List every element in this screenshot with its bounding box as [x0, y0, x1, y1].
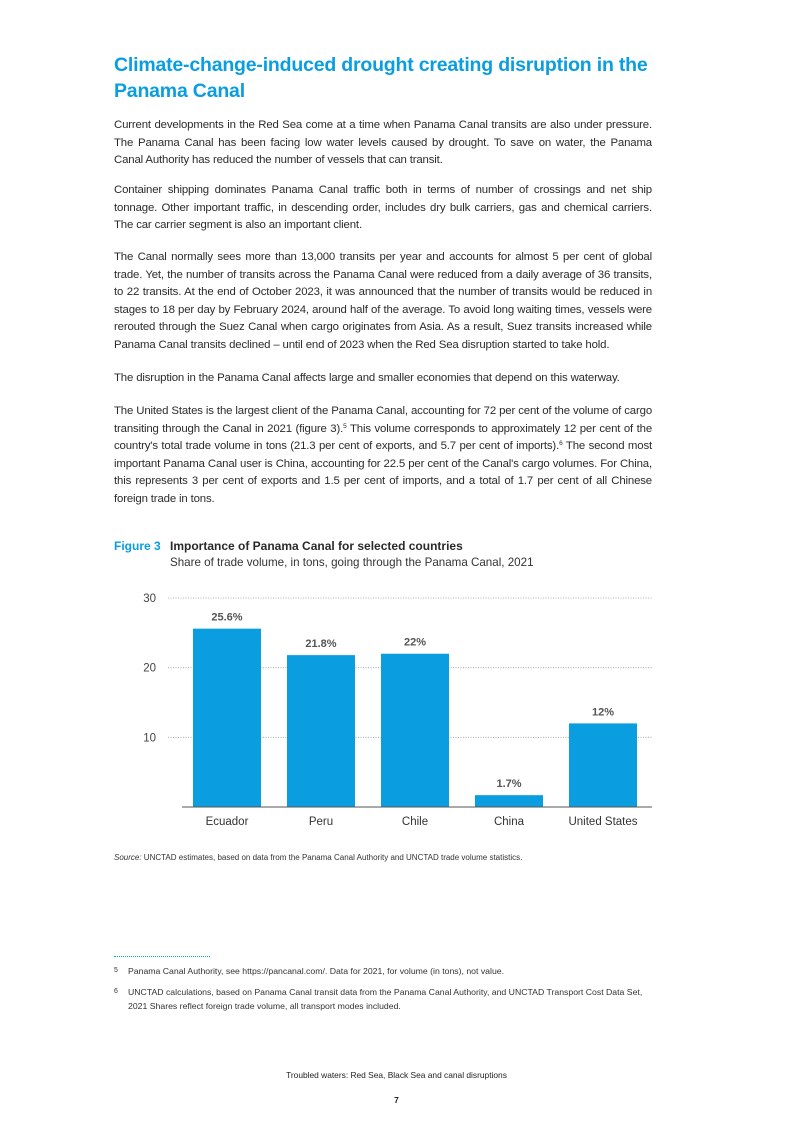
paragraph-3: The Canal normally sees more than 13,000 transits per year and accounts for almost 5 per cent of global trade. Yet, the number of transits across the Panama Canal were reduced from a daily average of 36 transits, to 22 transits. At the end of October 2023, it was announced that the number of transits would be reduced in stages to 18 per day by February 2024, around half of the average. To avoid long waiting times, vessels were rerouted through the Suez Canal when cargo originates from Asia. As a result, Suez transits increased while Panama Canal transits declined – until end of 2023 when the Red Sea disruption started to take hold.: [114, 251, 652, 351]
bar-chart: [114, 580, 674, 835]
footnote-number: 5: [114, 967, 118, 974]
bar: [475, 795, 543, 807]
x-axis-ticks: [206, 816, 638, 828]
bar: [287, 655, 355, 807]
page-number: 7: [394, 1095, 399, 1105]
figure-subtitle: Share of trade volume, in tons, going through the Panama Canal, 2021: [170, 556, 534, 569]
x-tick-label: Peru: [308, 816, 334, 828]
footnote-divider: [114, 956, 210, 957]
footnote-6: [114, 985, 654, 1013]
paragraph-5-part-b: This volume corresponds to approximately 12 per cent of the country's total trade volume in tons (21.3 per cent of exports, and 5.7 per cent of imports).: [114, 422, 653, 453]
data-label: 1.7%: [496, 778, 522, 791]
bar: [569, 723, 637, 807]
x-tick-label: Ecuador: [205, 816, 249, 828]
footnote-text: Panama Canal Authority, see https://pancanal.com/. Data for 2021, for volume (in tons), not value.: [128, 966, 505, 976]
x-tick-label: Chile: [401, 816, 429, 828]
footnote-ref-5[interactable]: 5: [343, 422, 347, 430]
x-tick-label: China: [493, 816, 525, 828]
footnote-text: UNCTAD calculations, based on Panama Canal transit data from the Panama Canal Authority, and UNCTAD Transport Cost Data Set, 2021 Shares reflect foreign trade volume, all transport modes included.: [128, 987, 643, 1011]
bars: [193, 629, 637, 807]
footnote-ref-6[interactable]: 6: [559, 440, 563, 448]
paragraph-5-part-c: The second most important Panama Canal user is China, accounting for 22.5 per cent of the Canal's cargo volumes. For China, this represents 3 per cent of exports and 1.5 per cent of imports, and a total of 1.7 per cent of all Chinese foreign trade in tons.: [114, 440, 653, 505]
footnote-number: 6: [114, 988, 118, 995]
x-tick-label: United States: [568, 816, 638, 828]
figure-source: [114, 853, 522, 862]
y-tick-label: 10: [143, 732, 156, 745]
source-text: UNCTAD estimates, based on data from the Panama Canal Authority and UNCTAD trade volume statistics.: [141, 853, 523, 862]
footnote-5: [114, 964, 654, 978]
y-tick-label: 30: [143, 593, 156, 605]
figure-label: Figure 3: [114, 539, 161, 553]
data-label: 21.8%: [305, 638, 337, 651]
data-label: 12%: [591, 706, 615, 719]
source-label: Source:: [114, 853, 142, 862]
data-label: 22%: [403, 636, 427, 649]
y-axis-ticks: [143, 593, 156, 744]
paragraph-4: The disruption in the Panama Canal affects large and smaller economies that depend on this waterway.: [114, 372, 620, 384]
section-heading: Climate-change-induced drought creating disruption in the Panama Canal: [114, 54, 648, 102]
paragraph-2: Container shipping dominates Panama Canal traffic both in terms of number of crossings and net ship tonnage. Other important traffic, in descending order, includes dry bulk carriers, gas and chemical carriers. The car carrier segment is also an important client.: [114, 184, 652, 232]
bar: [381, 654, 449, 807]
running-footer-title: Troubled waters: Red Sea, Black Sea and canal disruptions: [286, 1070, 507, 1080]
data-label: 25.6%: [211, 611, 243, 624]
figure-title: Importance of Panama Canal for selected countries: [170, 539, 463, 553]
paragraph-5: [114, 403, 652, 509]
bar: [193, 629, 261, 807]
y-tick-label: 20: [143, 662, 156, 675]
paragraph-1: Current developments in the Red Sea come at a time when Panama Canal transits are also under pressure. The Panama Canal has been facing low water levels caused by drought. To save on water, the Panama Canal Authority has reduced the number of vessels that can transit.: [114, 119, 652, 167]
paragraph-5-part-a: The United States is the largest client of the Panama Canal, accounting for 72 per cent of the volume of cargo transiting through the Canal in 2021 (figure 3).: [114, 405, 652, 435]
